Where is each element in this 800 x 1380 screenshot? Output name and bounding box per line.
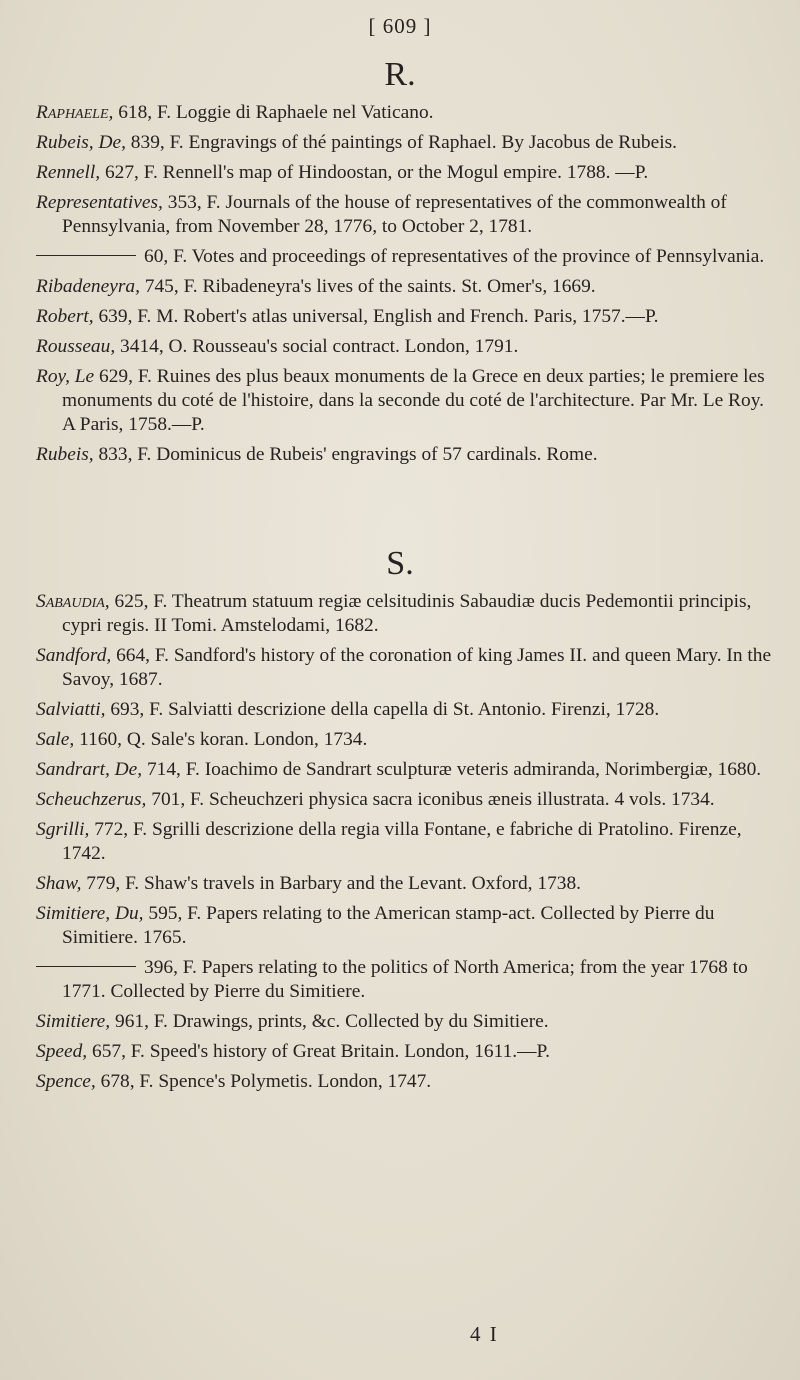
- entry-description: Speed's history of Great Britain. London, 1611.—P.: [149, 1041, 550, 1062]
- entry-heading: Simitiere, Du,: [36, 903, 144, 924]
- entry-heading: Shaw,: [36, 873, 82, 894]
- entry-reference: 595, F.: [148, 903, 202, 924]
- entry-description: Papers relating to the politics of North America; from the year 1768 to 1771. Collected by Pierre du Simitiere.: [62, 957, 748, 1002]
- catalog-entry: [36, 902, 776, 950]
- catalog-entry: [36, 161, 776, 185]
- entry-reference: 627, F.: [104, 162, 158, 183]
- entry-reference: 625, F.: [114, 591, 168, 612]
- catalog-entry: [36, 245, 776, 269]
- catalog-entry: [36, 698, 776, 722]
- entry-heading: Speed,: [36, 1041, 88, 1062]
- entry-reference: 639, F.: [98, 306, 152, 327]
- entry-reference: 396, F.: [144, 957, 197, 978]
- entry-reference: 961, F.: [115, 1011, 168, 1032]
- entry-heading: Sale,: [36, 729, 75, 750]
- entry-reference: 779, F.: [86, 873, 140, 894]
- entry-description: Spence's Polymetis. London, 1747.: [158, 1071, 432, 1092]
- entry-heading: Simitiere,: [36, 1011, 111, 1032]
- entry-reference: 618, F.: [118, 102, 172, 123]
- section-heading-r: R.: [384, 56, 416, 93]
- entry-reference: 839, F.: [130, 132, 184, 153]
- entry-heading: Ribadeneyra,: [36, 276, 140, 297]
- catalog-entry: [36, 590, 776, 638]
- catalog-entry: [36, 818, 776, 866]
- section-heading-s: S.: [386, 545, 414, 582]
- entry-description: Drawings, prints, &c. Collected by du Simitiere.: [172, 1011, 549, 1032]
- entry-heading: Scheuchzerus,: [36, 789, 147, 810]
- entry-heading: Sandrart, De,: [36, 759, 143, 780]
- entry-heading: Rubeis, De,: [36, 132, 126, 153]
- entry-heading: Sandford,: [36, 645, 112, 666]
- entry-heading: Salviatti,: [36, 699, 106, 720]
- catalog-entry: [36, 872, 776, 896]
- entry-reference: 693, F.: [110, 699, 164, 720]
- catalog-entry: [36, 275, 776, 299]
- catalog-entry: [36, 1010, 776, 1034]
- catalog-entry: [36, 728, 776, 752]
- catalog-entry: [36, 956, 776, 1004]
- catalog-entry: [36, 131, 776, 155]
- entry-reference: 714, F.: [146, 759, 200, 780]
- entry-description: Loggie di Raphaele nel Vaticano.: [175, 102, 434, 123]
- entry-heading: Rousseau,: [36, 336, 116, 357]
- entry-reference: 833, F.: [98, 444, 152, 465]
- entry-heading: Raphaele,: [36, 102, 114, 123]
- catalog-entry: [36, 758, 776, 782]
- catalog-entry: [36, 101, 776, 125]
- catalog-entry: [36, 443, 776, 467]
- entry-reference: 353, F.: [167, 192, 221, 213]
- entry-heading: Robert,: [36, 306, 94, 327]
- section-r-entries: [36, 101, 776, 473]
- entry-heading: Sabaudia,: [36, 591, 110, 612]
- entry-reference: 701, F.: [151, 789, 205, 810]
- entry-description: Rousseau's social contract. London, 1791.: [192, 336, 519, 357]
- entry-description: M. Robert's atlas universal, English and French. Paris, 1757.—P.: [156, 306, 659, 327]
- catalog-entry: [36, 191, 776, 239]
- entry-reference: 60, F.: [144, 246, 188, 267]
- entry-reference: 1160, Q.: [79, 729, 146, 750]
- entry-reference: 678, F.: [100, 1071, 154, 1092]
- catalog-entry: [36, 788, 776, 812]
- catchword: 4 I: [470, 1322, 499, 1346]
- entry-heading: Rennell,: [36, 162, 101, 183]
- ditto-rule: [36, 966, 136, 967]
- entry-reference: 664, F.: [116, 645, 169, 666]
- entry-description: Engravings of thé paintings of Raphael. By Jacobus de Rubeis.: [188, 132, 677, 153]
- entry-description: Ruines des plus beaux monuments de la Grece en deux parties; le premiere les monuments du coté de l'histoire, dans la seconde du coté de l'architecture. Par Mr. Le Roy. A Paris, 1758.—P.: [62, 366, 765, 435]
- catalog-entry: [36, 1070, 776, 1094]
- entry-reference: 629, F.: [99, 366, 152, 387]
- catalog-entry: [36, 335, 776, 359]
- page-number: [ 609 ]: [368, 14, 432, 38]
- entry-heading: Sgrilli,: [36, 819, 90, 840]
- entry-description: Journals of the house of representatives of the commonwealth of Pennsylvania, from November 28, 1776, to October 2, 1781.: [62, 192, 727, 237]
- entry-description: Sale's koran. London, 1734.: [150, 729, 368, 750]
- entry-description: Shaw's travels in Barbary and the Levant. Oxford, 1738.: [144, 873, 582, 894]
- entry-reference: 772, F.: [94, 819, 148, 840]
- entry-heading: Roy, Le: [36, 366, 95, 387]
- entry-description: Ioachimo de Sandrart sculpturæ veteris admiranda, Norimbergiæ, 1680.: [204, 759, 762, 780]
- catalog-entry: [36, 1040, 776, 1064]
- catalog-entry: [36, 365, 776, 437]
- entry-description: Salviatti descrizione della capella di St. Antonio. Firenzi, 1728.: [168, 699, 660, 720]
- entry-description: Papers relating to the American stamp-act. Collected by Pierre du Simitiere. 1765.: [62, 903, 715, 948]
- entry-heading: Rubeis,: [36, 444, 94, 465]
- entry-heading: Representatives,: [36, 192, 163, 213]
- catalog-entry: [36, 644, 776, 692]
- entry-description: Dominicus de Rubeis' engravings of 57 cardinals. Rome.: [156, 444, 598, 465]
- entry-description: Votes and proceedings of representatives of the province of Pennsylvania.: [191, 246, 765, 267]
- entry-description: Theatrum statuum regiæ celsitudinis Sabaudiæ ducis Pedemontii principis, cypri regis. II Tomi. Amstelodami, 1682.: [62, 591, 752, 636]
- entry-heading: Spence,: [36, 1071, 96, 1092]
- entry-description: Rennell's map of Hindoostan, or the Mogul empire. 1788. —P.: [162, 162, 649, 183]
- entry-description: Ribadeneyra's lives of the saints. St. Omer's, 1669.: [202, 276, 596, 297]
- entry-description: Sandford's history of the coronation of king James II. and queen Mary. In the Savoy, 1687.: [62, 645, 772, 690]
- entry-description: Scheuchzeri physica sacra iconibus æneis illustrata. 4 vols. 1734.: [208, 789, 715, 810]
- ditto-rule: [36, 255, 136, 256]
- section-s-entries: [36, 590, 776, 1100]
- entry-description: Sgrilli descrizione della regia villa Fontane, e fabriche di Pratolino. Firenze, 1742.: [62, 819, 742, 864]
- entry-reference: 657, F.: [92, 1041, 145, 1062]
- entry-reference: 3414, O.: [120, 336, 188, 357]
- catalog-entry: [36, 305, 776, 329]
- entry-reference: 745, F.: [144, 276, 198, 297]
